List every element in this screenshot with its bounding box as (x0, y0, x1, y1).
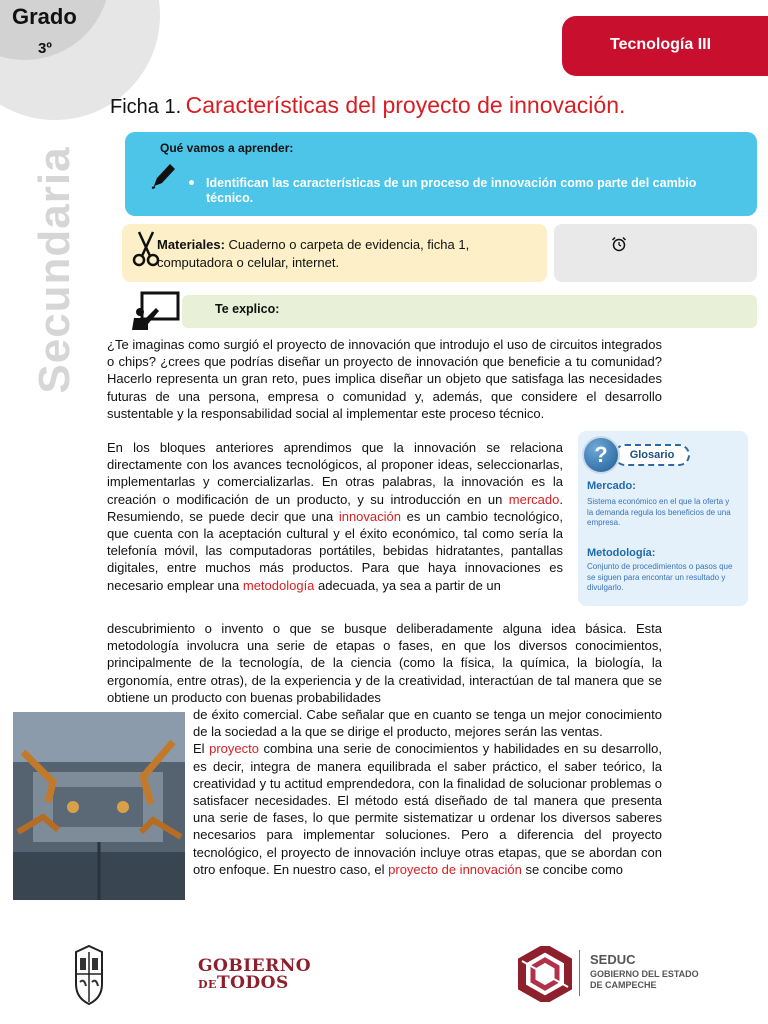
keyword-metodologia: metodología (242, 577, 315, 593)
text-span: combina una serie de conocimientos y habilidades en su desarrollo, es decir, integra de manera equilibrada el saber práctico, el saber teórico, la creatividad y tu actitud emprendedora, con la finalidad de solucionar problemas o satisfacer necesidades. El método está diseñado de tal manera que presenta una serie de fases, lo que permite sistematizar u ordenar los diversos saberes necesarios para implementar soluciones. Pero a diferencia del proyecto tecnológico, el proyecto de innovación incluye otras etapas, que se abordan con otro enfoque. En nuestro caso, el (193, 741, 662, 877)
materials-text (157, 236, 542, 272)
seduc-divider (579, 950, 580, 996)
page-title (110, 92, 625, 119)
text-span: En los bloques anteriores aprendimos que la innovación se relaciona directamente con los avances tecnológicos, al proponer ideas, seleccionarlas, implementarlas y comercializarlas. En otras palabras, la innovación es la creación o modificación de un producto, y su introducción en un (107, 440, 563, 507)
explain-label: Te explico: (215, 302, 280, 316)
gob-de: DE (198, 978, 217, 991)
bullet-dot: • (187, 176, 196, 192)
keyword-mercado: mercado (508, 491, 560, 507)
text-span: de éxito comercial. Cabe señalar que en cuanto se tenga un mejor conocimiento de la sociedad a la que se dirige el producto, mejores serán las ventas. (193, 707, 662, 740)
seduc-sub-line2: DE CAMPECHE (590, 980, 657, 990)
grade-value: 3º (38, 40, 52, 57)
keyword-proyecto-innovacion: proyecto de innovación (388, 861, 522, 877)
objective-heading: Qué vamos a aprender: (160, 141, 294, 155)
glossary-title: Glosario (614, 444, 690, 466)
gob-line1: GOBIERNO (198, 956, 312, 976)
campeche-coat-of-arms-logo (72, 944, 106, 1010)
seduc-emblem-icon (517, 946, 573, 1006)
materials-list: Cuaderno o carpeta de evidencia, ficha 1, computadora o celular, internet. (157, 237, 470, 270)
title-main: Características del proyecto de innovación. (185, 92, 626, 118)
question-icon: ? (582, 436, 620, 474)
time-box (554, 224, 757, 282)
text-span: es un cambio tecnológico, que cuenta con la aceptación cultural y el éxito económico, tal como sería la telefonía móvil, las computadoras portátiles, bebidas hidratantes, pantallas digitales, entre muchos más productos. Para que haya innovaciones es necesario emplear una (107, 508, 563, 593)
level-side-label: Secundaria (30, 146, 79, 394)
paragraph-intro: ¿Te imaginas como surgió el proyecto de innovación que introdujo el uso de circuitos integrados o chips? ¿crees que podrías diseñar un proyecto de innovación que beneficie a tu comunidad? Hacerlo representa un gran reto, pues implica diseñar un objeto que satisfaga las necesidades futuras de una persona, empresa o comunidad y, además, que considere el desarrollo sustentable y la responsabilidad social al implementar este proceso técnico. (107, 337, 662, 421)
glossary-def-metodologia: Conjunto de procedimientos o pasos que se siguen para encontar un resultado y divulgarlo. (587, 562, 733, 592)
glossary-def-mercado: Sistema económico en el que la oferta y la demanda regula los beneficios de una empresa. (587, 497, 731, 527)
teacher-board-icon (130, 290, 182, 336)
title-prefix: Ficha 1. (110, 96, 182, 118)
paragraph-project (193, 706, 662, 878)
grade-label: Grado (12, 4, 77, 29)
text-span: adecuada, ya sea a partir de un (314, 577, 501, 593)
text-span: El (193, 741, 210, 757)
subject-banner: Tecnología III (562, 16, 768, 76)
seduc-title: SEDUC (590, 952, 636, 967)
keyword-innovacion: innovación (338, 508, 401, 524)
factory-robots-photo (13, 712, 185, 900)
glossary-term-metodologia: Metodología: (587, 547, 656, 559)
text-span: se concibe como (521, 861, 624, 877)
seduc-subtitle (590, 969, 740, 991)
alarm-clock-icon (611, 236, 627, 256)
glossary-term-mercado: Mercado: (587, 480, 636, 492)
gobierno-de-todos-logo (198, 958, 311, 993)
materials-label: Materiales: (157, 237, 225, 252)
objective-bullet: Identifican las características de un proceso de innovación como parte del cambio técnico. (206, 176, 697, 205)
pencil-icon (150, 160, 178, 194)
text-span: . Resumiendo, se puede decir que una (107, 491, 563, 524)
seduc-sub-line1: GOBIERNO DEL ESTADO (590, 969, 699, 979)
gob-line2: TODOS (216, 973, 289, 993)
paragraph-methodology: descubrimiento o invento o que se busque deliberadamente alguna idea básica. Esta metodología involucra una serie de etapas o fases, en que los diversos conocimientos, principalmente de la tecnología, de la ciencia (como la física, la química, la biología, la ergonomía, entre otras), de la experiencia y de la creatividad, interactúan de tal manera que se obtiene un producto con buenas probabilidades (107, 621, 662, 705)
paragraph-innovation (107, 439, 563, 594)
keyword-proyecto: proyecto (209, 741, 259, 757)
